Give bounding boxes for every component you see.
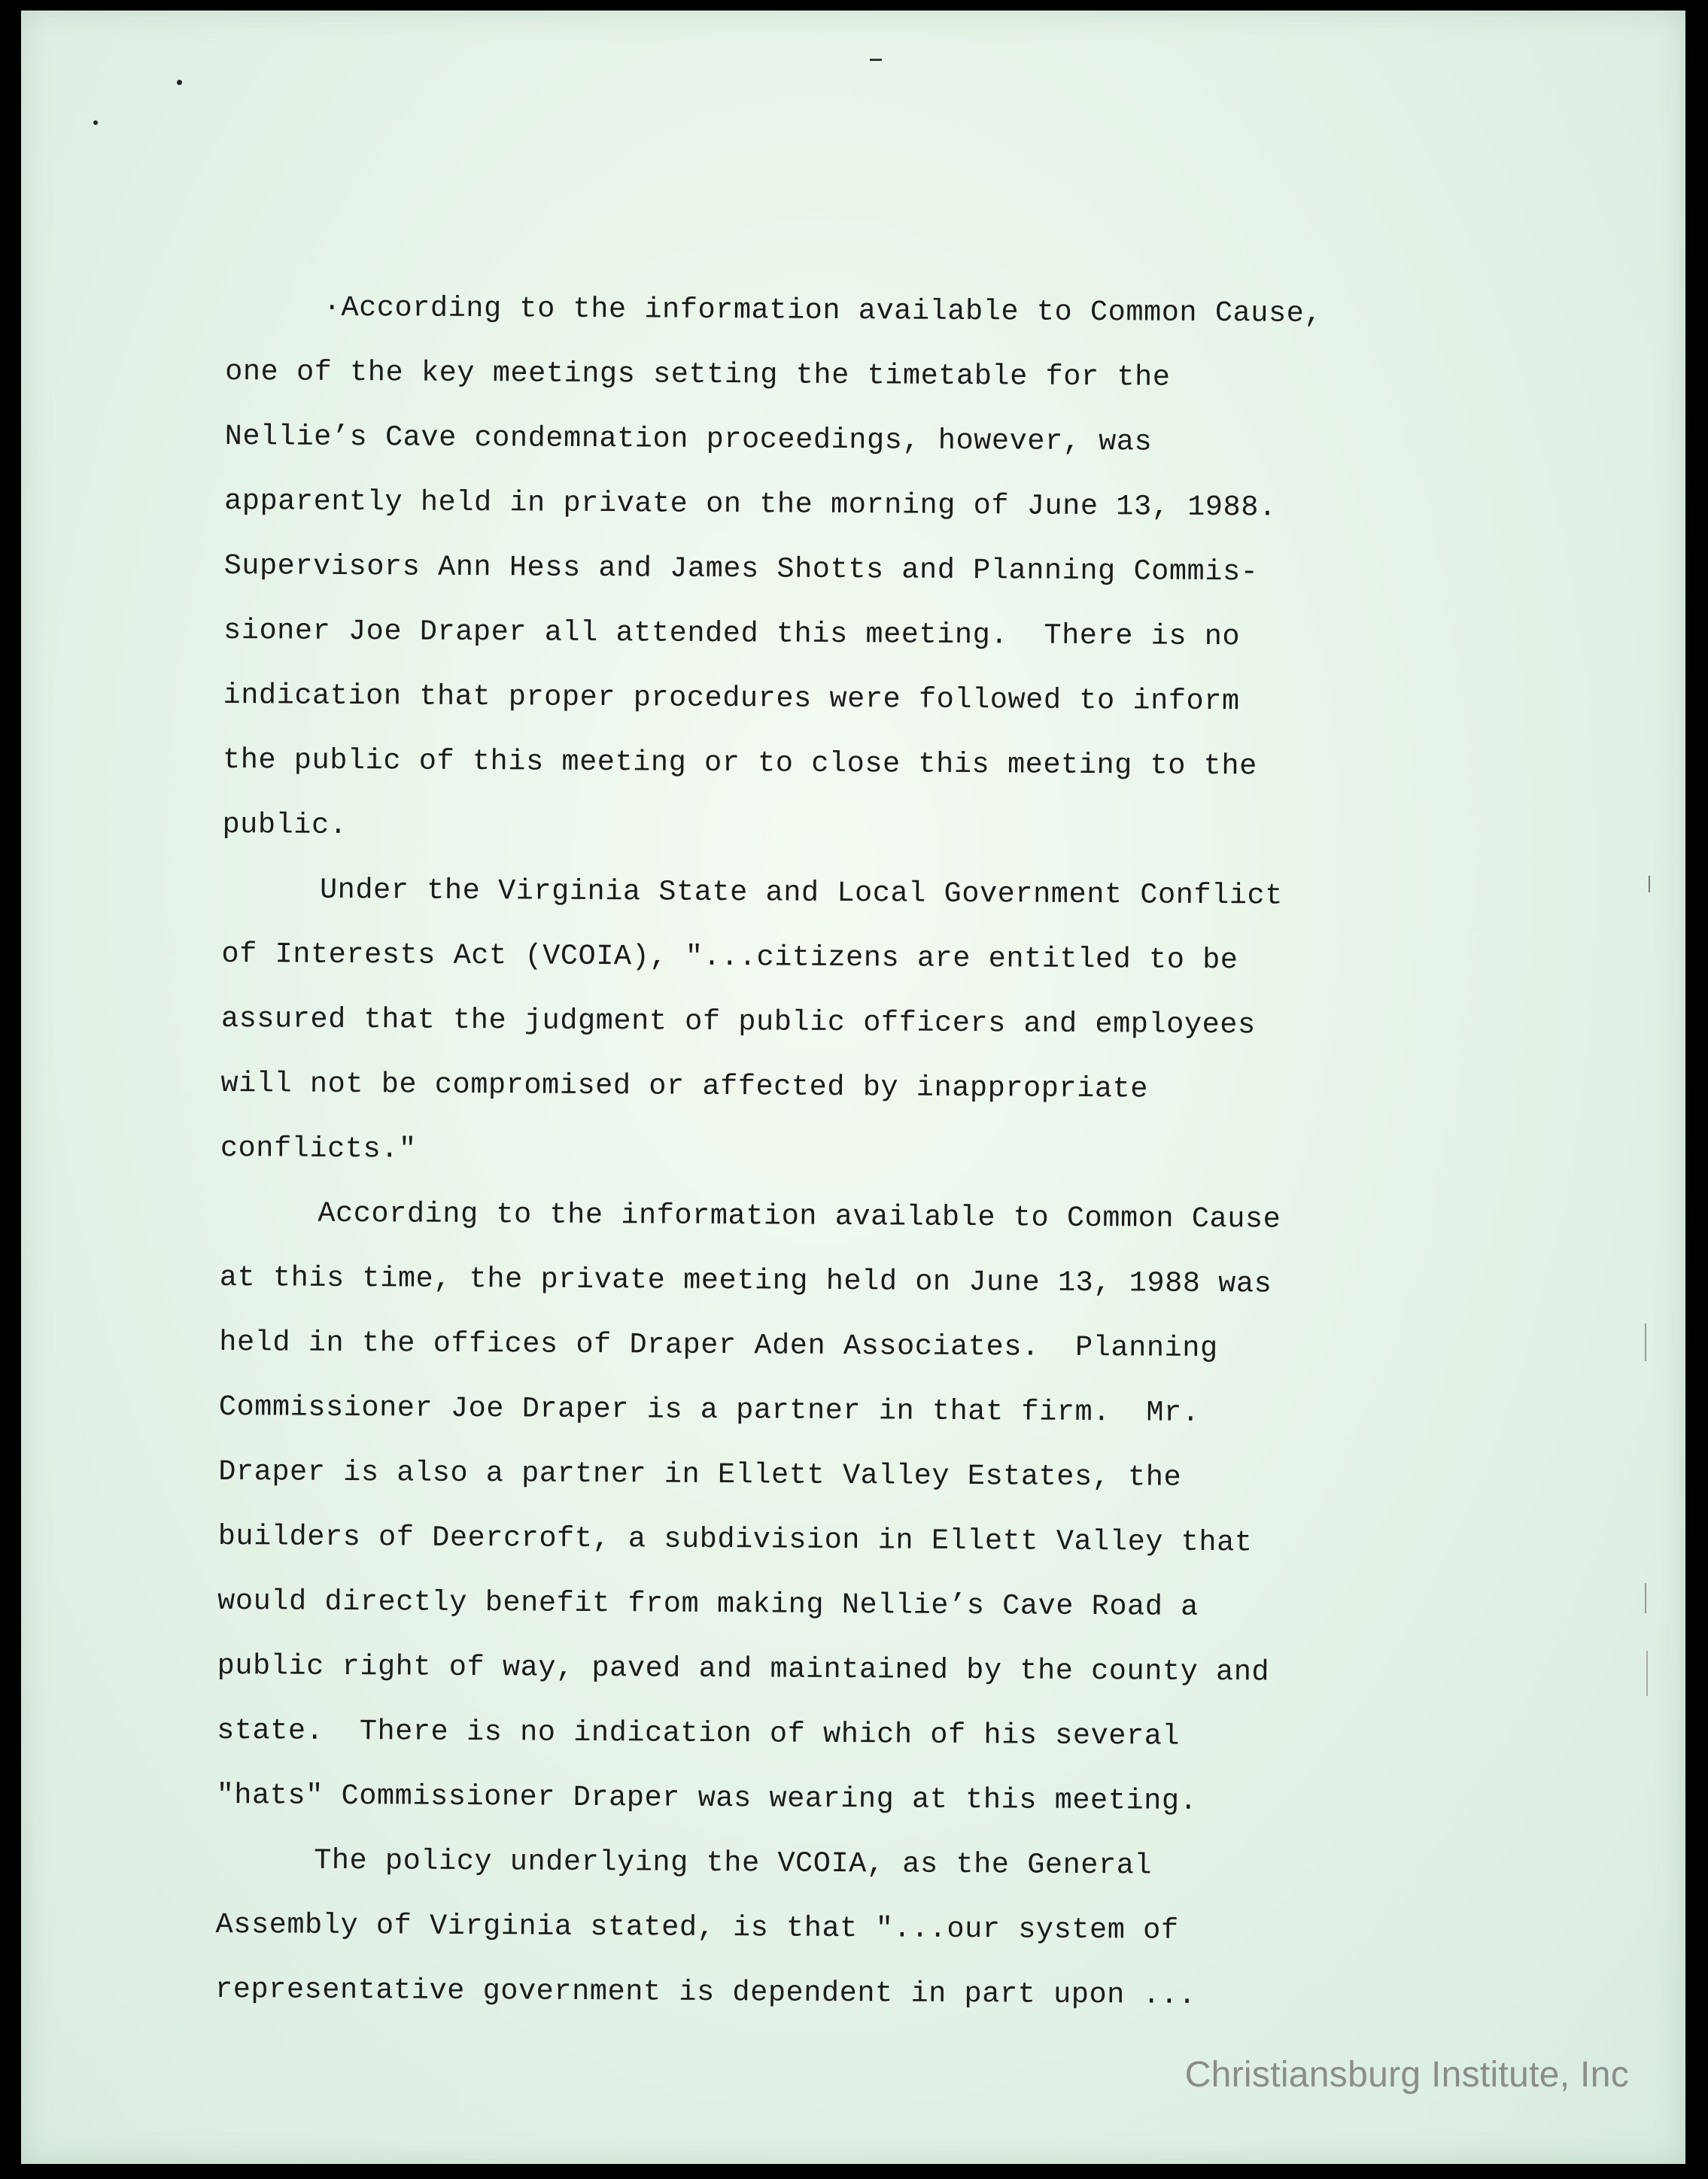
- paragraph-4: [215, 1828, 1436, 2029]
- text-line: at this time, the private meeting held on June 13, 1988 was: [219, 1260, 1272, 1301]
- text-line: Commissioner Joe Draper is a partner in that firm. Mr.: [218, 1390, 1200, 1430]
- text-line: assured that the judgment of public officers and employees: [220, 1001, 1256, 1042]
- text-line: Draper is also a partner in Ellett Valley Estates, the: [218, 1454, 1182, 1494]
- text-line: one of the key meetings setting the timetable for the: [225, 354, 1171, 394]
- ink-speck: [177, 80, 182, 85]
- margin-mark: [1649, 876, 1650, 892]
- text-line: would directly benefit from making Nellie’s Cave Road a: [217, 1584, 1199, 1624]
- text-line: the public of this meeting or to close this meeting to the: [222, 743, 1257, 783]
- margin-mark: [1645, 1583, 1646, 1613]
- watermark: Christiansburg Institute, Inc: [1184, 2055, 1629, 2095]
- paragraph-1: [222, 275, 1445, 865]
- text-line: The policy underlying the VCOIA, as the General: [313, 1843, 1153, 1883]
- text-line: According to the information available to Common Cause: [318, 1196, 1281, 1236]
- text-line: builders of Deercroft, a subdivision in Ellett Valley that: [217, 1519, 1253, 1560]
- text-line: "hats" Commissioner Draper was wearing at this meeting.: [216, 1778, 1198, 1818]
- paragraph-2: [220, 857, 1442, 1188]
- text-line: public right of way, paved and maintained by the county and: [217, 1649, 1270, 1689]
- margin-mark: [1646, 1651, 1648, 1696]
- text-line: of Interests Act (VCOIA), "...citizens are entitled to be: [221, 937, 1238, 977]
- text-line: indication that proper procedures were followed to inform: [223, 678, 1240, 719]
- text-line: will not be compromised or affected by inappropriate: [220, 1066, 1149, 1106]
- text-line: Nellie’s Cave condemnation proceedings, however, was: [224, 419, 1153, 459]
- text-line: Under the Virginia State and Local Government Conflict: [319, 873, 1284, 913]
- top-dash-mark: [870, 59, 882, 61]
- margin-mark: [1645, 1324, 1646, 1361]
- text-line: Assembly of Virginia stated, is that "...our system of: [215, 1907, 1179, 1947]
- text-line: apparently held in private on the morning of June 13, 1988.: [224, 484, 1277, 524]
- text-line: held in the offices of Draper Aden Associates. Planning: [219, 1325, 1218, 1366]
- text-line: conflicts.": [220, 1131, 417, 1166]
- text-line: sioner Joe Draper all attended this meeting. There is no: [223, 613, 1241, 654]
- text-line: public.: [222, 807, 348, 842]
- text-line: representative government is dependent in part upon ...: [214, 1972, 1196, 2012]
- text-line: Supervisors Ann Hess and James Shotts and Planning Commis-: [223, 549, 1259, 589]
- paragraph-3: [216, 1181, 1439, 1835]
- ink-speck: [93, 120, 98, 125]
- text-line: state. There is no indication of which of his several: [217, 1713, 1181, 1753]
- text-line: ·According to the information available to Common Cause,: [323, 290, 1323, 330]
- document-body: [215, 275, 1445, 2029]
